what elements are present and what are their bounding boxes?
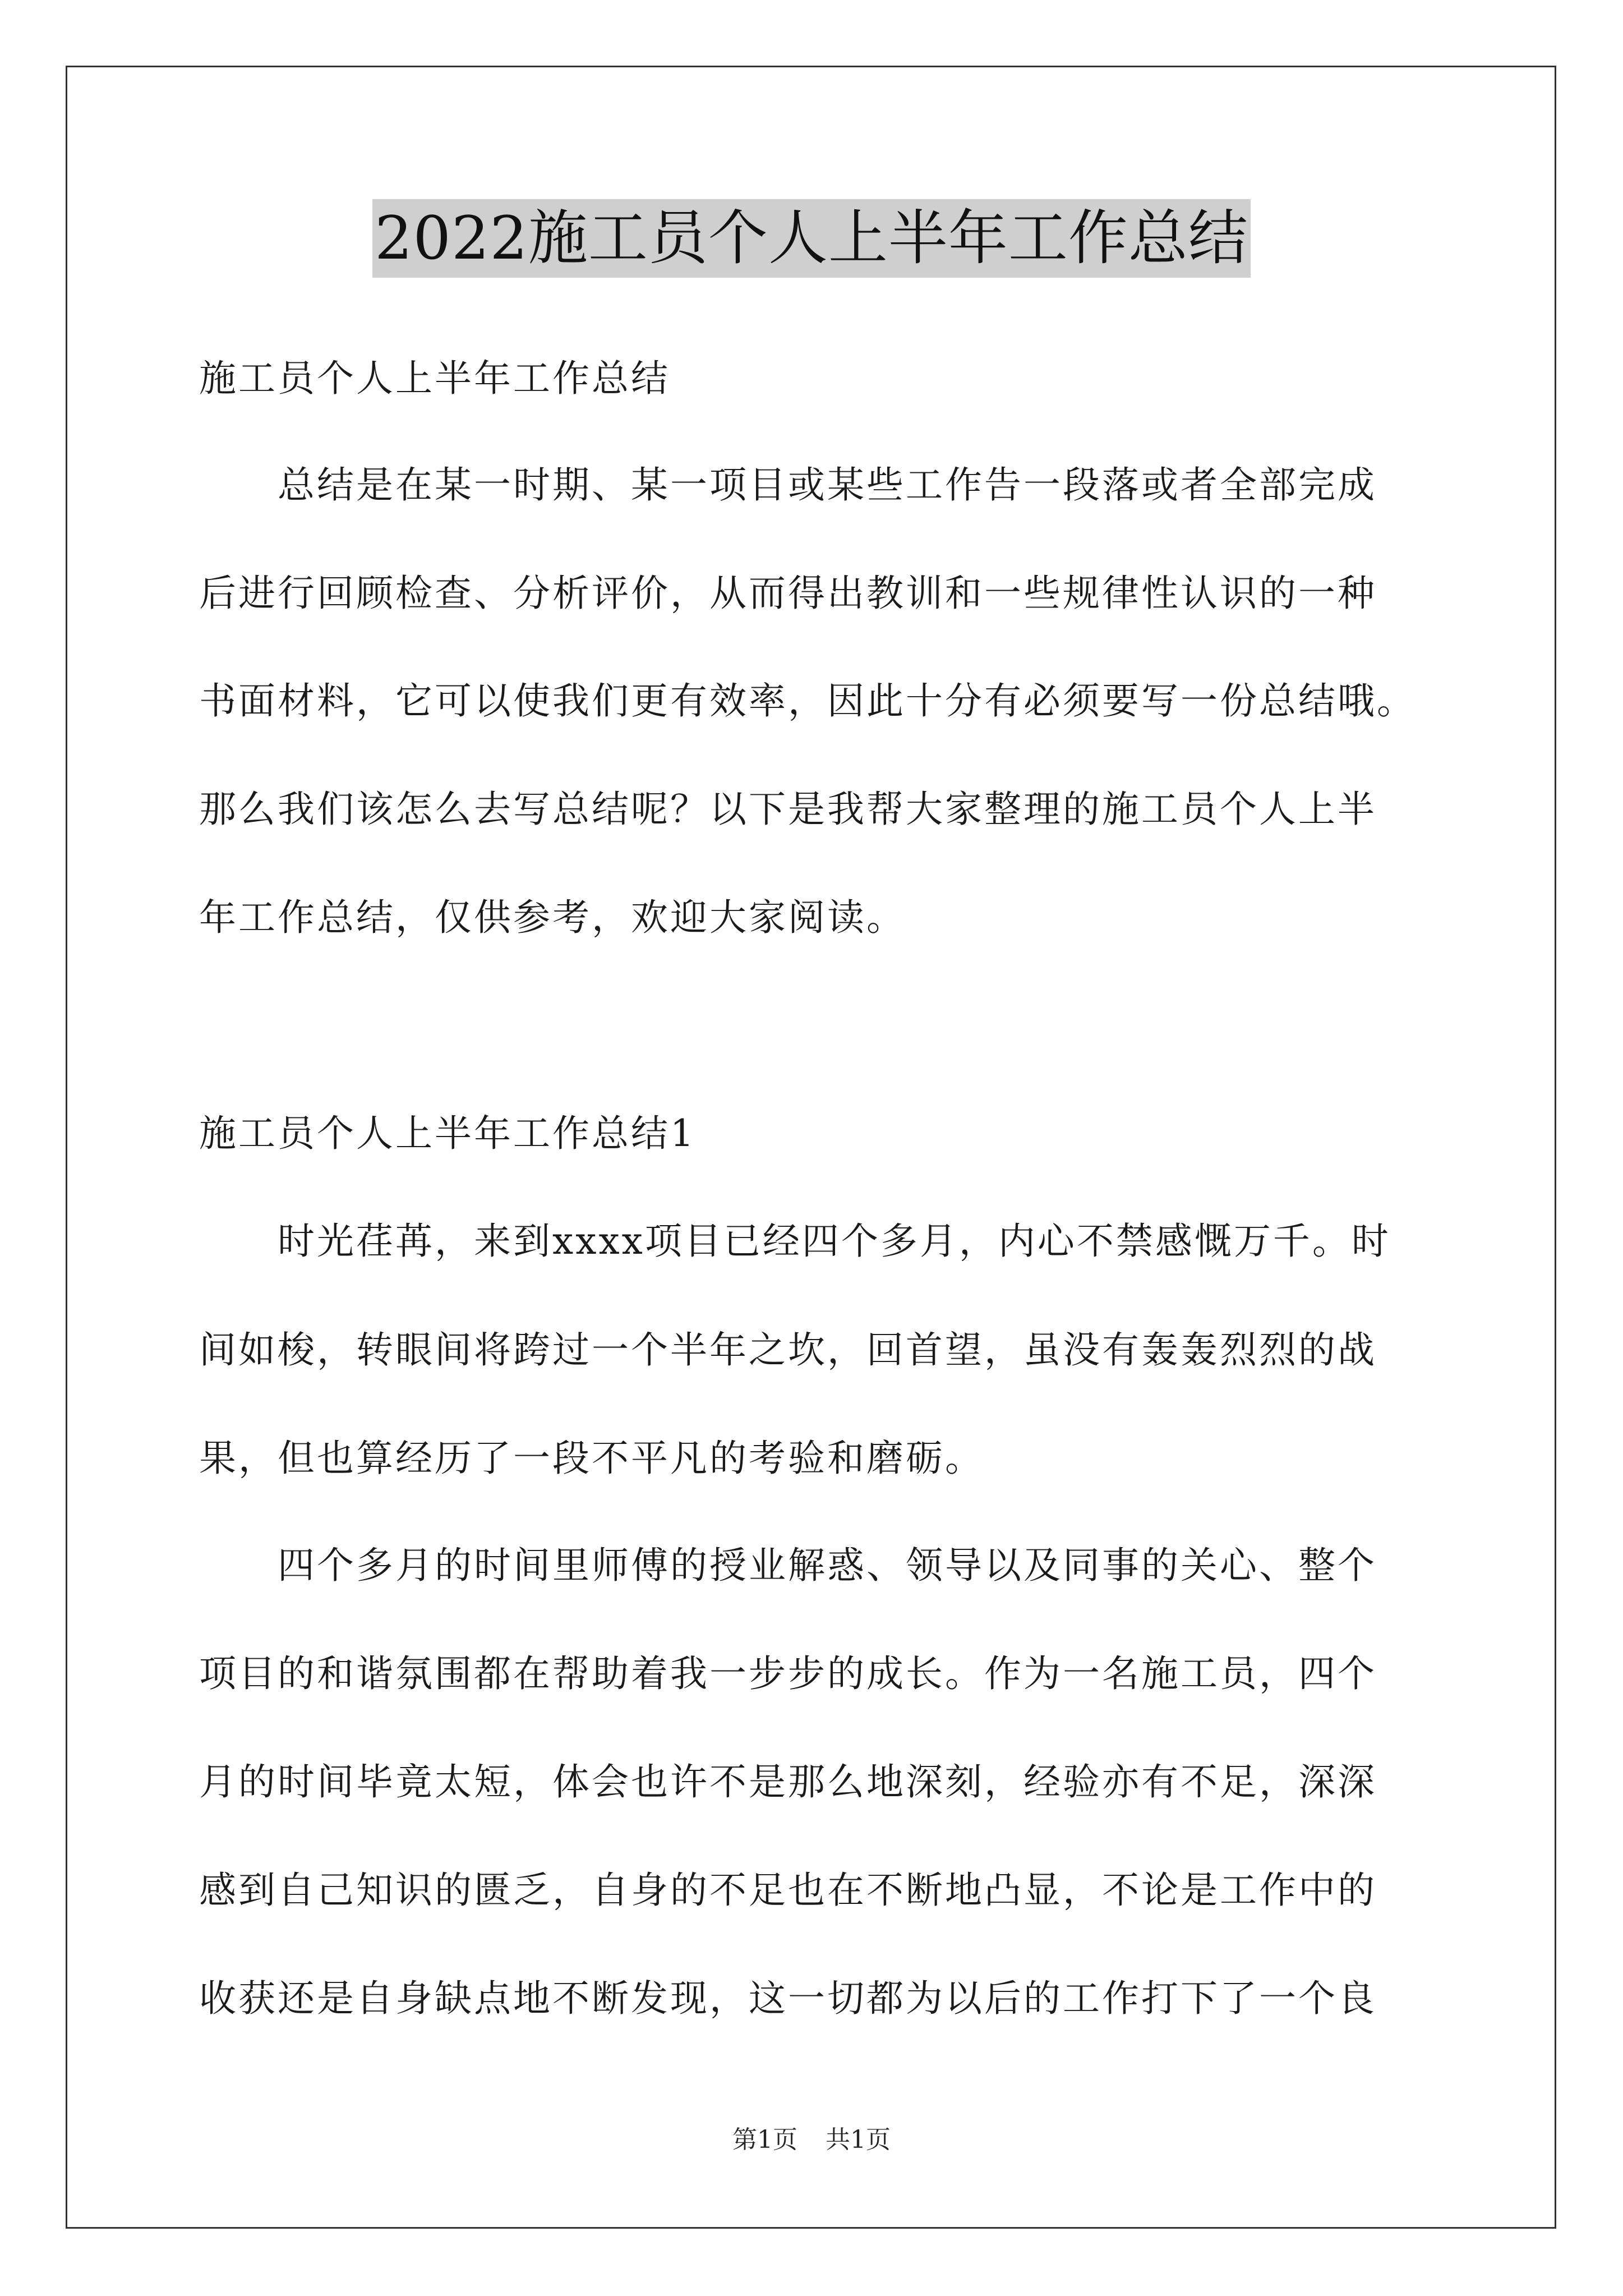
paragraph-line: 感到自己知识的匮乏，自身的不足也在不断地凸显，不论是工作中的 [199, 1869, 1377, 1912]
paragraph-line: 四个多月的时间里师傅的授业解惑、领导以及同事的关心、整个 [199, 1544, 1377, 1587]
section-heading: 施工员个人上半年工作总结 [199, 357, 670, 400]
paragraph-line: 那么我们该怎么去写总结呢？以下是我帮大家整理的施工员个人上半 [199, 788, 1377, 831]
page-total: 共1页 [826, 2125, 891, 2154]
paragraph-line: 书面材料，它可以使我们更有效率，因此十分有必须要写一份总结哦。 [199, 679, 1416, 723]
section-heading: 施工员个人上半年工作总结1 [199, 1112, 696, 1155]
paragraph-line: 月的时间毕竟太短，体会也许不是那么地深刻，经验亦有不足，深深 [199, 1760, 1377, 1803]
title-container [0, 199, 1623, 278]
document-title: 2022施工员个人上半年工作总结 [372, 199, 1251, 278]
paragraph-line: 时光荏苒，来到xxxx项目已经四个多月，内心不禁感慨万千。时 [199, 1220, 1391, 1263]
paragraph-line: 年工作总结，仅供参考，欢迎大家阅读。 [199, 896, 906, 939]
page-footer [0, 2123, 1623, 2157]
paragraph-line: 项目的和谐氛围都在帮助着我一步步的成长。作为一名施工员，四个 [199, 1652, 1377, 1695]
page-number: 第1页 [732, 2125, 797, 2154]
paragraph-line: 收获还是自身缺点地不断发现，这一切都为以后的工作打下了一个良 [199, 1977, 1377, 2020]
paragraph-line: 总结是在某一时期、某一项目或某些工作告一段落或者全部完成 [199, 463, 1377, 507]
paragraph-line: 果，但也算经历了一段不平凡的考验和磨砺。 [199, 1437, 984, 1480]
paragraph-line: 间如梭，转眼间将跨过一个半年之坎，回首望，虽没有轰轰烈烈的战 [199, 1328, 1377, 1372]
paragraph-line: 后进行回顾检查、分析评价，从而得出教训和一些规律性认识的一种 [199, 572, 1377, 615]
